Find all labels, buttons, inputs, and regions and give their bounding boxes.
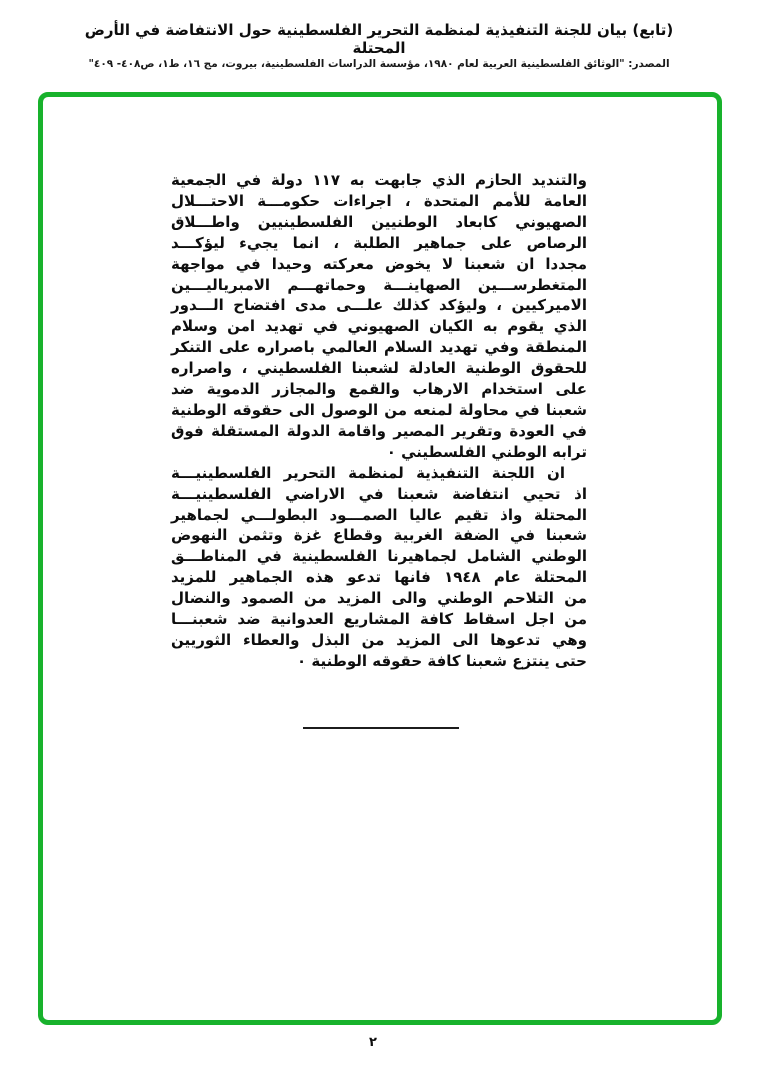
section-divider <box>303 727 459 729</box>
text-line: وهي تدعوها الى المزيد من البذل والعطاء الثوريين <box>171 630 587 649</box>
text-line: من اجل اسقاط كافة المشاريع العدوانية ضد شعبنـــا <box>171 610 587 629</box>
text-line: الوطني الشامل لجماهيرنا الفلسطينية في المناطـــق <box>171 547 587 566</box>
text-line: المحتلة عام ١٩٤٨ فانها تدعو هذه الجماهير للمزيد <box>171 568 587 587</box>
text-line: المتغطرســـين الصهاينـــة وحماتهـــم الامبرياليـــين <box>171 275 587 294</box>
text-line: شعبنا في محاولة لمنعه من الوصول الى حقوقه الوطنية <box>171 400 587 419</box>
text-line: العامة للأمم المتحدة ، اجراءات حكومـــة الاحتـــلال <box>171 191 587 210</box>
text-line: للحقوق الوطنية العادلة لشعبنا الفلسطيني ، واصراره <box>171 359 587 378</box>
text-line: على استخدام الارهاب والقمع والمجازر الدموية ضد <box>171 380 587 399</box>
body-text <box>171 170 587 672</box>
text-line: الرصاص على جماهير الطلبة ، انما يجيء ليؤكـــد <box>171 233 587 252</box>
text-line: والتنديد الحازم الذي جابهت به ١١٧ دولة في الجمعية <box>171 171 587 189</box>
source-line: المصدر: "الوثائق الفلسطينية العربية لعام ١٩٨٠، مؤسسة الدراسات الفلسطينية، بيروت، مج ١٦، ط١، ص٤٠٨- ٤٠٩" <box>88 58 670 70</box>
text-line: مجددا ان شعبنا لا يخوض معركته وحيدا في مواجهة <box>171 254 587 273</box>
text-line: الاميركيين ، وليؤكد كذلك علـــى مدى افتضاح الـــدور <box>171 296 587 315</box>
paragraph <box>171 463 587 672</box>
text-line: ترابه الوطني الفلسطيني ٠ <box>386 442 587 461</box>
text-line: حتى ينتزع شعبنا كافة حقوقه الوطنية ٠ <box>296 651 587 670</box>
text-line: المحتلة واذ تقيم عاليا الصمـــود البطولـــي لجماهير <box>171 505 587 524</box>
text-line: في العودة وتقرير المصير واقامة الدولة المستقلة فوق <box>171 421 587 440</box>
page-title: (تابع) بيان للجنة التنفيذية لمنظمة التحرير الفلسطينية حول الانتفاضة في الأرض المحتلة <box>84 21 674 57</box>
text-line: اذ تحيي انتفاضة شعبنا في الاراضي الفلسطينيـــة <box>171 484 587 503</box>
page-number: ٢ <box>369 1035 377 1050</box>
paragraph <box>171 170 587 463</box>
text-line: الصهيوني كابعاد الوطنيين الفلسطينيين واطـــلاق <box>171 212 587 231</box>
text-line: ان اللجنة التنفيذية لمنظمة التحرير الفلسطينيـــة <box>171 463 565 482</box>
text-line: الذي يقوم به الكيان الصهيوني في تهديد امن وسلام <box>171 317 587 336</box>
text-line: المنطقة وفي تهديد السلام العالمي باصراره على التنكر <box>171 338 587 357</box>
text-line: شعبنا في الضفة الغربية وقطاع غزة وتثمن النهوض <box>171 526 587 545</box>
text-line: من التلاحم الوطني والى المزيد من الصمود والنضال <box>171 589 587 608</box>
